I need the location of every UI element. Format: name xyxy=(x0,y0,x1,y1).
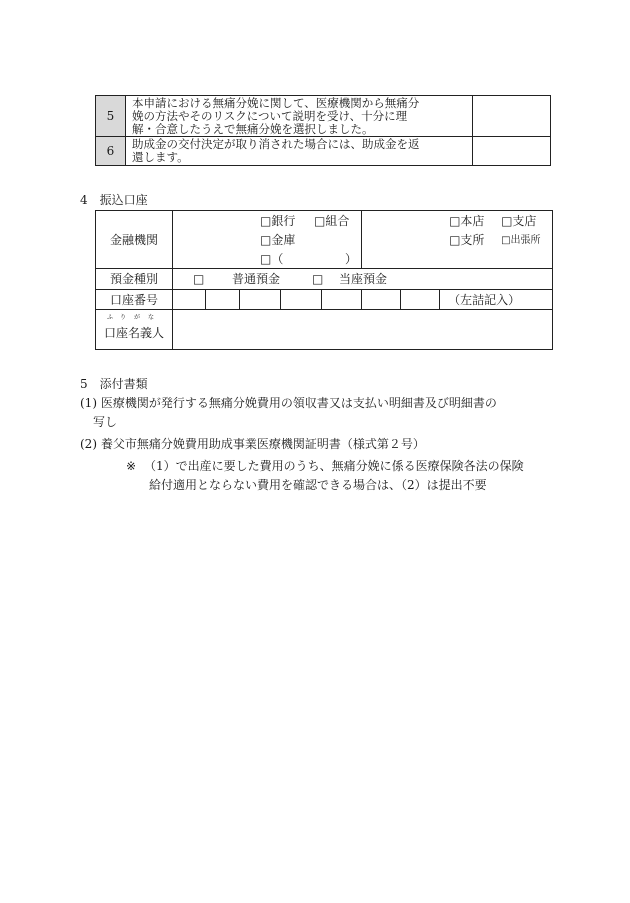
furigana-char: り xyxy=(120,314,127,321)
account-digit-box[interactable] xyxy=(240,290,281,310)
deposit-current-label: 当座預金 xyxy=(339,272,388,286)
confirm-row-5 xyxy=(96,96,551,137)
bank-account-table xyxy=(95,210,553,350)
attachment-item-1: (1) 医療機関が発行する無痛分娩費用の領収書又は支払い明細書及び明細書の xyxy=(80,396,497,410)
confirmation-table xyxy=(95,95,551,166)
furigana-char: な xyxy=(148,314,155,321)
confirm-row-6 xyxy=(96,137,551,166)
bank-type-union-option[interactable]: □組合 xyxy=(314,214,350,228)
deposit-type-label: 預金種別 xyxy=(96,269,173,290)
branch-type-head-option[interactable]: □本店 xyxy=(449,214,485,228)
furigana-char: が xyxy=(134,314,141,321)
confirm-check-cell[interactable] xyxy=(473,96,551,137)
account-digit-box[interactable] xyxy=(206,290,240,310)
deposit-normal-label: 普通預金 xyxy=(232,272,281,286)
branch-type-sub-office-option[interactable]: □出張所 xyxy=(501,235,541,246)
attachment-item-2: (2) 養父市無痛分娩費用助成事業医療機関証明書（様式第２号） xyxy=(80,437,425,451)
bank-type-cell xyxy=(173,211,362,269)
account-holder-label-cell xyxy=(96,310,173,350)
confirm-text: 本申請における無痛分娩に関して、医療機関から無痛分 娩の方法やそのリスクについて説明を受け、十分に理 解・合意したうえで無痛分娩を選択しました。 xyxy=(126,96,473,137)
furigana-char: ふ xyxy=(107,314,114,321)
branch-type-office-option[interactable]: □支所 xyxy=(449,233,485,247)
deposit-normal-checkbox[interactable]: □ xyxy=(193,272,205,286)
branch-type-branch-option[interactable]: □支店 xyxy=(501,214,537,228)
account-number-row xyxy=(96,290,553,310)
note-mark: ※ xyxy=(126,459,137,473)
account-digit-box[interactable] xyxy=(401,290,440,310)
account-number-label: 口座番号 xyxy=(96,290,173,310)
confirm-number: 5 xyxy=(96,96,126,137)
account-digit-box[interactable] xyxy=(362,290,401,310)
deposit-current-checkbox[interactable]: □ xyxy=(312,272,324,286)
section-heading-bank-account: 4 振込口座 xyxy=(80,193,148,207)
bank-type-other-close: ） xyxy=(345,252,358,266)
deposit-type-cell xyxy=(173,269,553,290)
bank-row xyxy=(96,211,553,269)
attachment-note-line-2: 給付適用とならない費用を確認できる場合は、（2）は提出不要 xyxy=(149,478,487,492)
deposit-type-row xyxy=(96,269,553,290)
account-digit-box[interactable] xyxy=(281,290,322,310)
bank-type-other-option[interactable]: □（ xyxy=(260,252,284,266)
attachment-note-line-1: （1）で出産に要した費用のうち、無痛分娩に係る医療保険各法の保険 xyxy=(144,459,524,473)
attachment-item-1-cont: 写し xyxy=(93,415,118,429)
account-number-note: （左詰記入） xyxy=(440,290,553,310)
bank-type-shinkin-option[interactable]: □金庫 xyxy=(260,233,296,247)
account-digit-box[interactable] xyxy=(322,290,362,310)
confirm-number: 6 xyxy=(96,137,126,166)
account-holder-row xyxy=(96,310,553,350)
confirm-text: 助成金の交付決定が取り消された場合には、助成金を返 還します。 xyxy=(126,137,473,166)
bank-type-bank-option[interactable]: □銀行 xyxy=(260,214,296,228)
confirm-check-cell[interactable] xyxy=(473,137,551,166)
account-holder-input[interactable] xyxy=(173,310,553,350)
branch-type-cell xyxy=(362,211,553,269)
section-heading-attachments: 5 添付書類 xyxy=(80,377,148,391)
account-holder-label: 口座名義人 xyxy=(103,326,164,340)
bank-label: 金融機関 xyxy=(96,211,173,269)
account-digit-box[interactable] xyxy=(173,290,206,310)
